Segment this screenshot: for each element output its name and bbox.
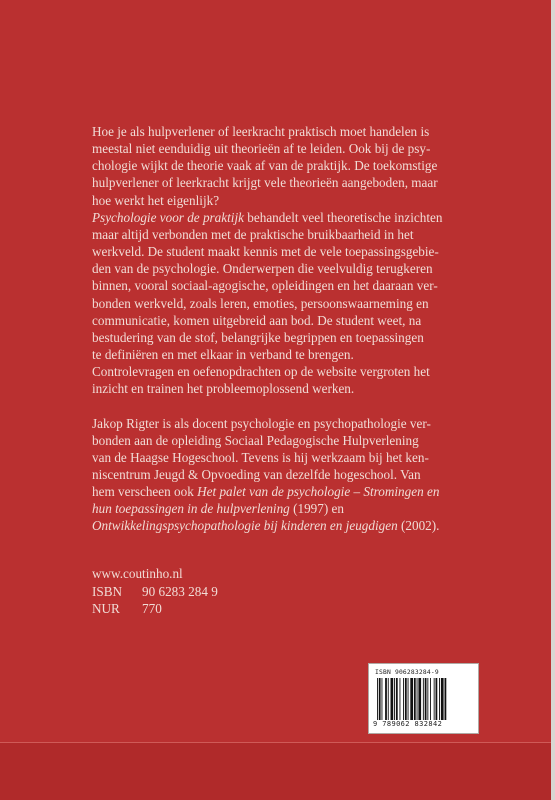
isbn-row — [92, 583, 312, 601]
barcode-bar — [417, 678, 418, 720]
text-line: Hoe je als hulpverlener of leerkracht praktisch moet handelen is — [92, 124, 430, 139]
bottom-band — [0, 742, 555, 800]
text-fragment: behandelt veel theoretische inzichten — [243, 209, 443, 225]
barcode-bar — [410, 678, 413, 720]
text-line: meestal niet eenduidig uit theorieën af te leiden. Ook bij de psy- — [92, 141, 431, 157]
barcode-bar — [405, 678, 407, 720]
text-line: bonden aan de opleiding Sociaal Pedagogische Hulpverlening — [92, 432, 419, 448]
barcode-bar — [445, 678, 447, 720]
text-line: binnen, vooral sociaal-agogische, opleidingen en het daaraan ver- — [92, 278, 438, 294]
barcode-bar — [414, 678, 416, 720]
text-line: bonden werkveld, zoals leren, emoties, persoonswaarneming en — [92, 295, 429, 311]
text-line: communicatie, komen uitgebreid aan bod. De student weet, na — [92, 312, 422, 328]
text-line: werkveld. De student maakt kennis met de vele toepassingsgebie- — [92, 244, 439, 260]
barcode-icon — [377, 678, 470, 720]
text-fragment: hem verscheen ook — [92, 484, 198, 500]
text-line: den van de psychologie. Onderwerpen die veelvuldig terugkeren — [92, 261, 433, 277]
barcode-bar — [439, 678, 440, 720]
publication-info — [92, 565, 312, 618]
barcode-bar — [382, 678, 383, 720]
barcode-bar — [441, 678, 444, 720]
nur-row — [92, 600, 312, 618]
paragraph-intro — [92, 123, 472, 209]
text-line: maar altijd verbonden met de praktische bruikbaarheid in het — [92, 226, 414, 242]
barcode-bar — [427, 678, 428, 720]
barcode-bar — [434, 678, 435, 720]
text-line: hoe werkt het eigenlijk? — [92, 192, 220, 208]
barcode-bar — [379, 678, 381, 720]
barcode-ean-text: 9 789062 832842 — [373, 720, 443, 728]
paragraph-author — [92, 415, 472, 535]
text-fragment: (1997) en — [289, 501, 344, 517]
isbn-value: 90 6283 284 9 — [142, 583, 218, 599]
book-title: Het palet van de psychologie – Stromingen en — [197, 484, 440, 500]
book-title: Psychologie voor de praktijk — [92, 209, 244, 225]
paragraph-gap — [92, 398, 472, 415]
barcode-bar — [403, 678, 404, 720]
text-line: inzicht en trainen het probleemoplossend werken. — [92, 381, 355, 397]
barcode-bar — [425, 678, 427, 720]
text-line: te definiëren en met elkaar in verband te brengen. — [92, 347, 354, 363]
isbn-label: ISBN — [92, 583, 123, 599]
text-line — [92, 483, 472, 500]
barcode-bar — [408, 678, 409, 720]
text-line: niscentrum Jeugd & Opvoeding van dezelfde hogeschool. Van — [92, 466, 421, 482]
barcode-label — [368, 663, 479, 734]
text-fragment: (2002). — [397, 518, 440, 534]
text-line: Jakop Rigter is als docent psychologie en psychopathologie ver- — [92, 415, 431, 431]
page-edge — [551, 0, 555, 800]
nur-label: NUR — [92, 601, 120, 616]
barcode-bar — [385, 678, 387, 720]
nur-value: 770 — [142, 601, 162, 616]
text-line: hulpverlener of leerkracht krijgt vele theorieën aangeboden, maar — [92, 175, 438, 191]
barcode-bar — [400, 678, 401, 720]
paragraph-description — [92, 209, 472, 398]
barcode-isbn-text: ISBN 906283284-9 — [375, 669, 439, 676]
website-row — [92, 565, 312, 583]
book-title: Ontwikkelingspsychopathologie bij kinderen en jeugdigen — [92, 518, 398, 534]
text-line: chologie wijkt de theorie vaak af van de praktijk. De toekomstige — [92, 158, 438, 174]
text-line: bestudering van de stof, belangrijke begrippen en toepassingen — [92, 329, 424, 345]
blurb-text — [92, 123, 472, 535]
barcode-bar — [396, 678, 398, 720]
book-title: hun toepassingen in de hulpverlening — [92, 501, 290, 517]
website-link[interactable]: www.coutinho.nl — [92, 566, 183, 581]
text-line — [92, 517, 472, 534]
text-line — [92, 209, 472, 226]
barcode-bar — [423, 678, 424, 720]
barcode-bar — [430, 678, 431, 720]
barcode-bar — [394, 678, 395, 720]
barcode-bar — [418, 678, 421, 720]
text-line: van de Haagse Hogeschool. Tevens is hij werkzaam bij het ken- — [92, 449, 429, 465]
text-line: Controlevragen en oefenopdrachten op de website vergroten het — [92, 364, 430, 380]
text-line — [92, 500, 472, 517]
barcode-bar — [377, 678, 378, 720]
barcode-bar — [388, 678, 389, 720]
barcode-bar — [436, 678, 438, 720]
barcode-bar — [391, 678, 394, 720]
